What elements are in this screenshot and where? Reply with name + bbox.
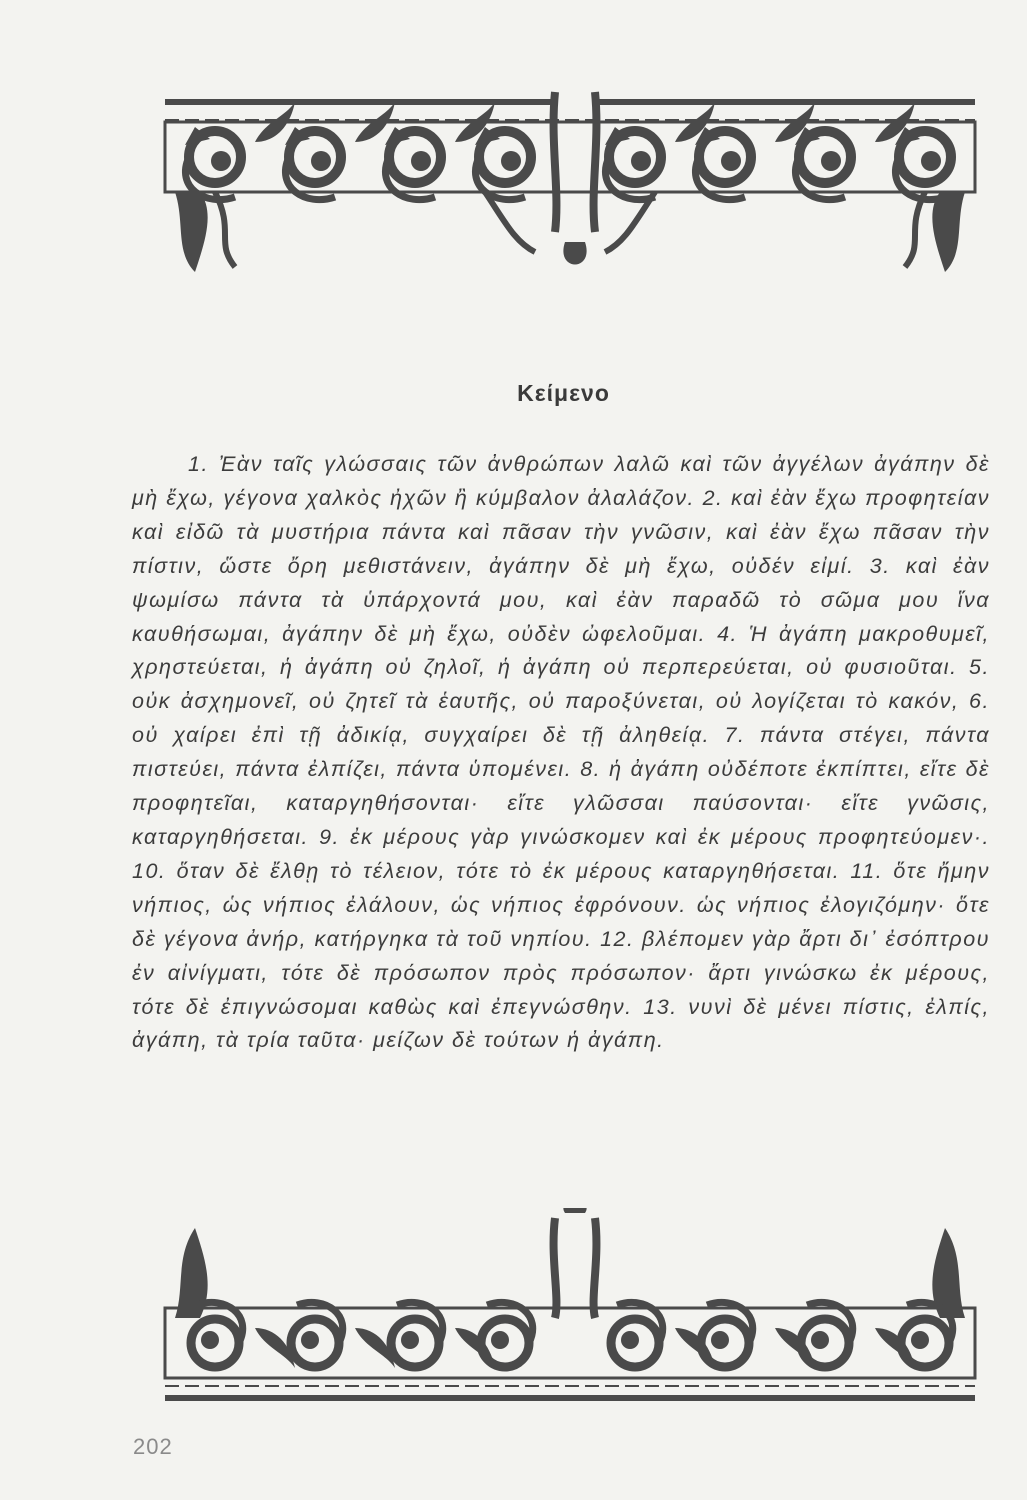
ornamental-header-icon — [155, 82, 985, 282]
page-number: 202 — [133, 1434, 173, 1459]
page-title: Κείμενο — [517, 380, 610, 406]
body-text: 1. Ἐὰν ταῖς γλώσσαις τῶν ἀνθρώπων λαλῶ καὶ τῶν ἀγγέλων ἀγάπην δὲ μὴ ἔχω, γέγονα χαλκὸς ἠχῶν ἢ κύμβαλον ἀλαλάζον. 2. καὶ ἐὰν ἔχω προφητείαν καὶ εἰδῶ τὰ μυστήρια πάντα καὶ πᾶσαν τὴν γνῶσιν, καὶ ἐὰν ἔχω πᾶσαν τὴν πίστιν, ὥστε ὄρη μεθιστάνειν, ἀγάπην δὲ μὴ ἔχω, οὐδέν εἰμί. 3. καὶ ἐὰν ψωμίσω πάντα τὰ ὑπάρχοντά μου, καὶ ἐὰν παραδῶ τὸ σῶμα μου ἵνα καυθήσωμαι, ἀγάπην δὲ μὴ ἔχω, οὐδὲν ὠφελοῦμαι. 4. Ἡ ἀγάπη μακροθυμεῖ, χρηστεύεται, ἡ ἀγάπη οὐ ζηλοῖ, ἡ ἀγάπη οὐ περπερεύεται, οὐ φυσιοῦται. 5. οὐκ ἀσχημονεῖ, οὐ ζητεῖ τὰ ἑαυτῆς, οὐ παροξύνεται, οὐ λογίζεται τὸ κακόν, 6. οὐ χαίρει ἐπὶ τῇ ἀδικίᾳ, συγχαίρει δὲ τῇ ἀληθείᾳ. 7. πάντα στέγει, πάντα πιστεύει, πάντα ἐλπίζει, πάντα ὑπομένει. 8. ἡ ἀγάπη οὐδέποτε ἐκπίπτει, εἴτε δὲ προφητεῖαι, καταργηθήσονται· εἴτε γλῶσσαι παύσονται· εἴτε γνῶσις, καταργηθήσεται. 9. ἐκ μέρους γὰρ γινώσκομεν καὶ ἐκ μέρους προφητεύομεν·. 10. ὅταν δὲ ἔλθῃ τὸ τέλειον, τότε τὸ ἐκ μέρους καταργηθήσεται. 11. ὅτε ἤμην νήπιος, ὡς νήπιος ἐλάλουν, ὡς νήπιος ἐφρόνουν. ὡς νήπιος ἐλογιζόμην· ὅτε δὲ γέγονα ἀνήρ, κατήργηκα τὰ τοῦ νηπίου. 12. βλέπομεν γὰρ ἄρτι δι᾽ ἐσόπτρου ἐν αἰνίγματι, τότε δὲ πρόσωπον πρὸς πρόσωπον· ἄρτι γινώσκω ἐκ μέρους, τότε δὲ ἐπιγνώσομαι καθὼς καὶ ἐπεγνώσθην. 13. νυνὶ δὲ μένει πίστις, ἐλπίς, ἀγάπη, τὰ τρία ταῦτα· μείζων δὲ τούτων ἡ ἀγάπη. — [132, 452, 990, 1053]
ornamental-footer-icon — [155, 1208, 985, 1408]
